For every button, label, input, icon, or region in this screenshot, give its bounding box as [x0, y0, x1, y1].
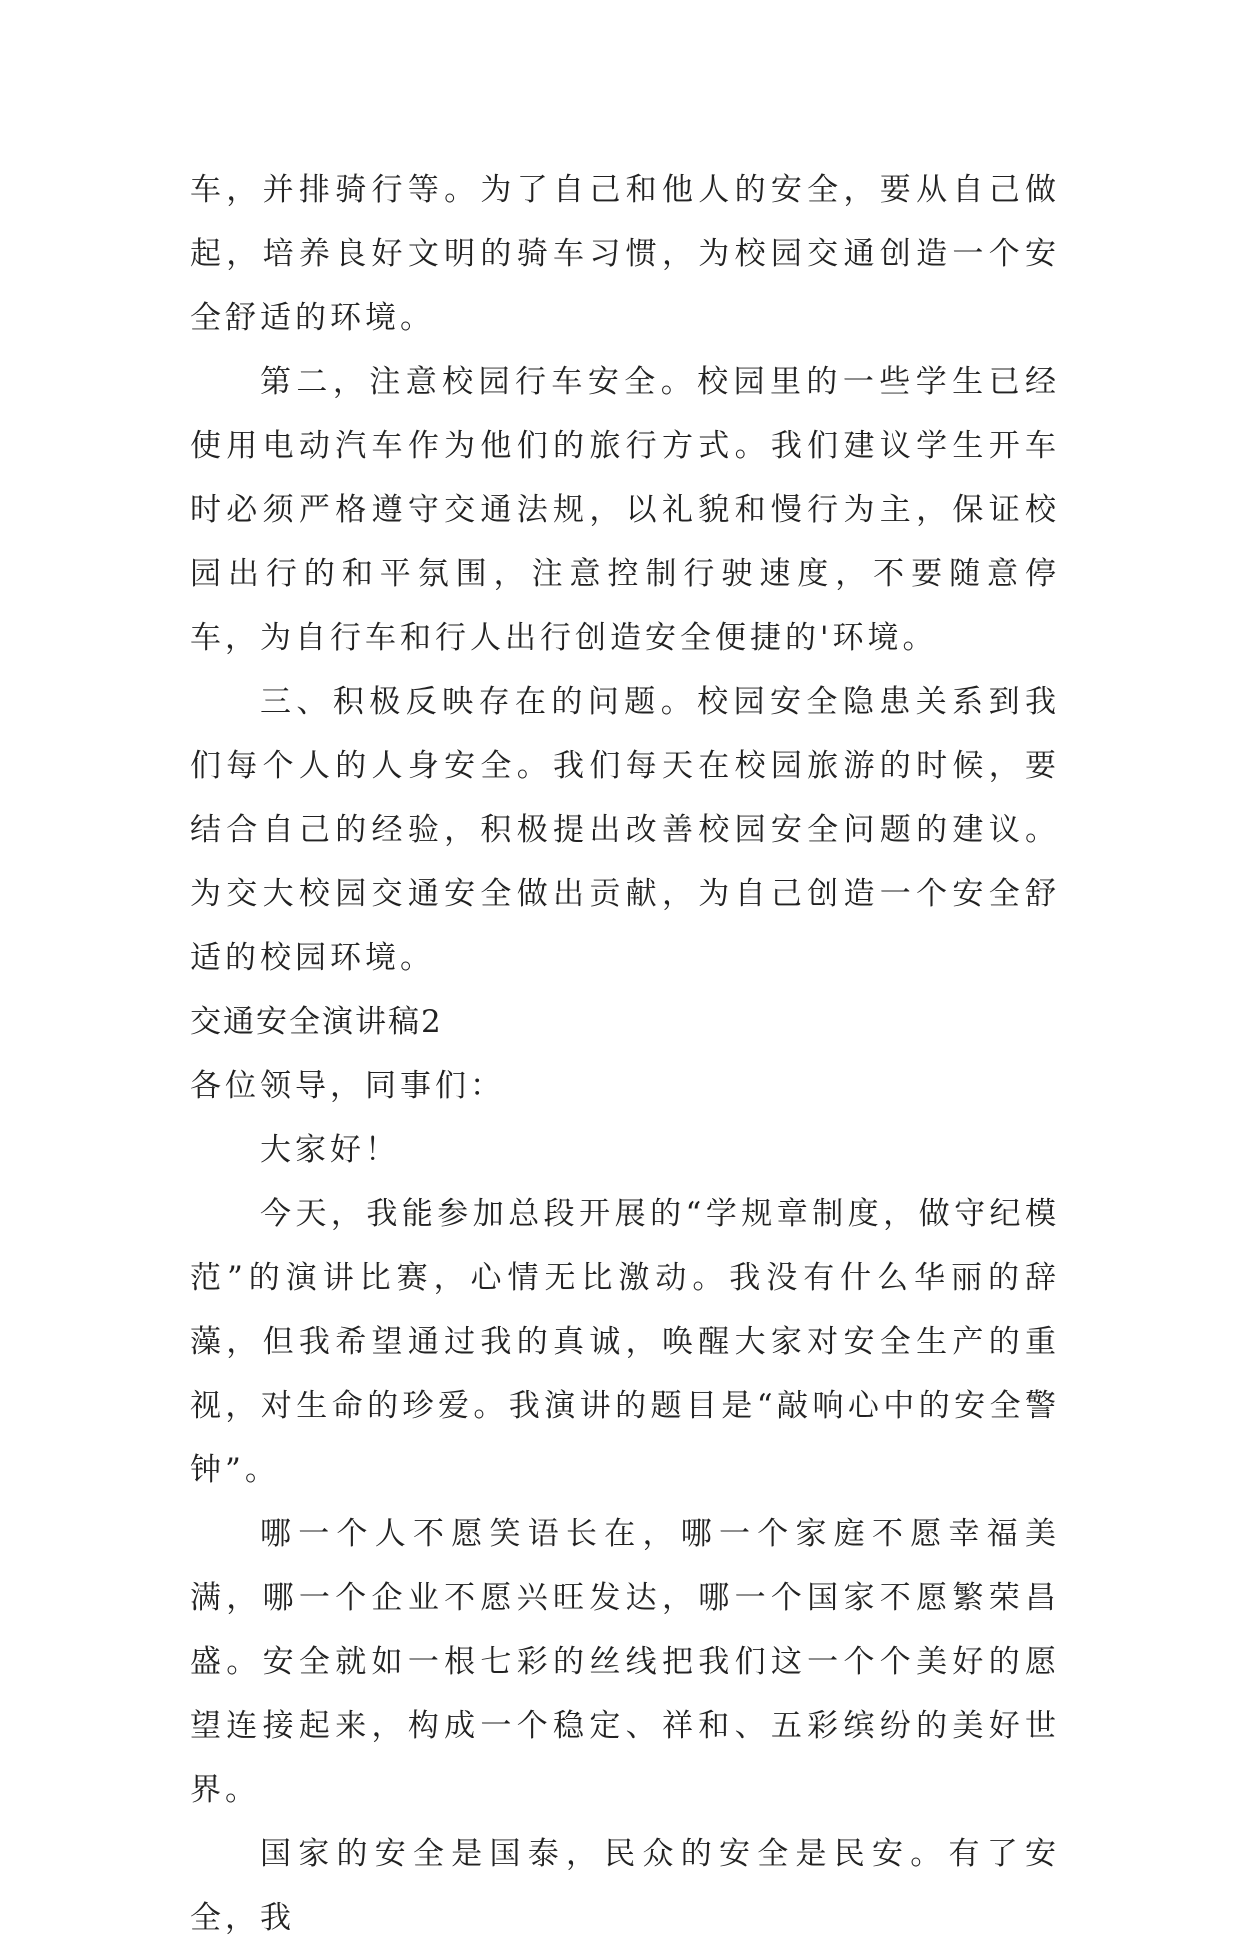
paragraph-safety-thread: 哪一个人不愿笑语长在，哪一个家庭不愿幸福美满，哪一个企业不愿兴旺发达，哪一个国家不愿繁荣昌盛。安全就如一根七彩的丝线把我们这一个个美好的愿望连接起来，构成一个稳定、祥和、五彩缤纷的美好世界。 [190, 1516, 1060, 1808]
greeting: 大家好！ [260, 1132, 400, 1168]
paragraph-report-problems: 三、积极反映存在的问题。校园安全隐患关系到我们每个人的人身安全。我们每天在校园旅游的时候，要结合自己的经验，积极提出改善校园安全问题的建议。为交大校园交通安全做出贡献，为自己创造一个安全舒适的校园环境。 [190, 684, 1060, 976]
section-heading: 交通安全演讲稿2 [190, 1004, 443, 1040]
salutation: 各位领导，同事们： [190, 1068, 505, 1104]
paragraph-national-safety: 国家的安全是国泰，民众的安全是民安。有了安全，我 [190, 1836, 1060, 1936]
document-body [190, 158, 1060, 1950]
paragraph-driving-safety: 第二，注意校园行车安全。校园里的一些学生已经使用电动汽车作为他们的旅行方式。我们建议学生开车时必须严格遵守交通法规，以礼貌和慢行为主，保证校园出行的和平氛围，注意控制行驶速度，不要随意停车，为自行车和行人出行创造安全便捷的'环境。 [190, 364, 1060, 656]
paragraph-cycling-safety-end: 车，并排骑行等。为了自己和他人的安全，要从自己做起，培养良好文明的骑车习惯，为校园交通创造一个安全舒适的环境。 [190, 172, 1060, 336]
paragraph-introduction: 今天，我能参加总段开展的“学规章制度，做守纪模范”的演讲比赛，心情无比激动。我没有什么华丽的辞藻，但我希望通过我的真诚，唤醒大家对安全生产的重视，对生命的珍爱。我演讲的题目是“敲响心中的安全警钟”。 [190, 1196, 1060, 1488]
